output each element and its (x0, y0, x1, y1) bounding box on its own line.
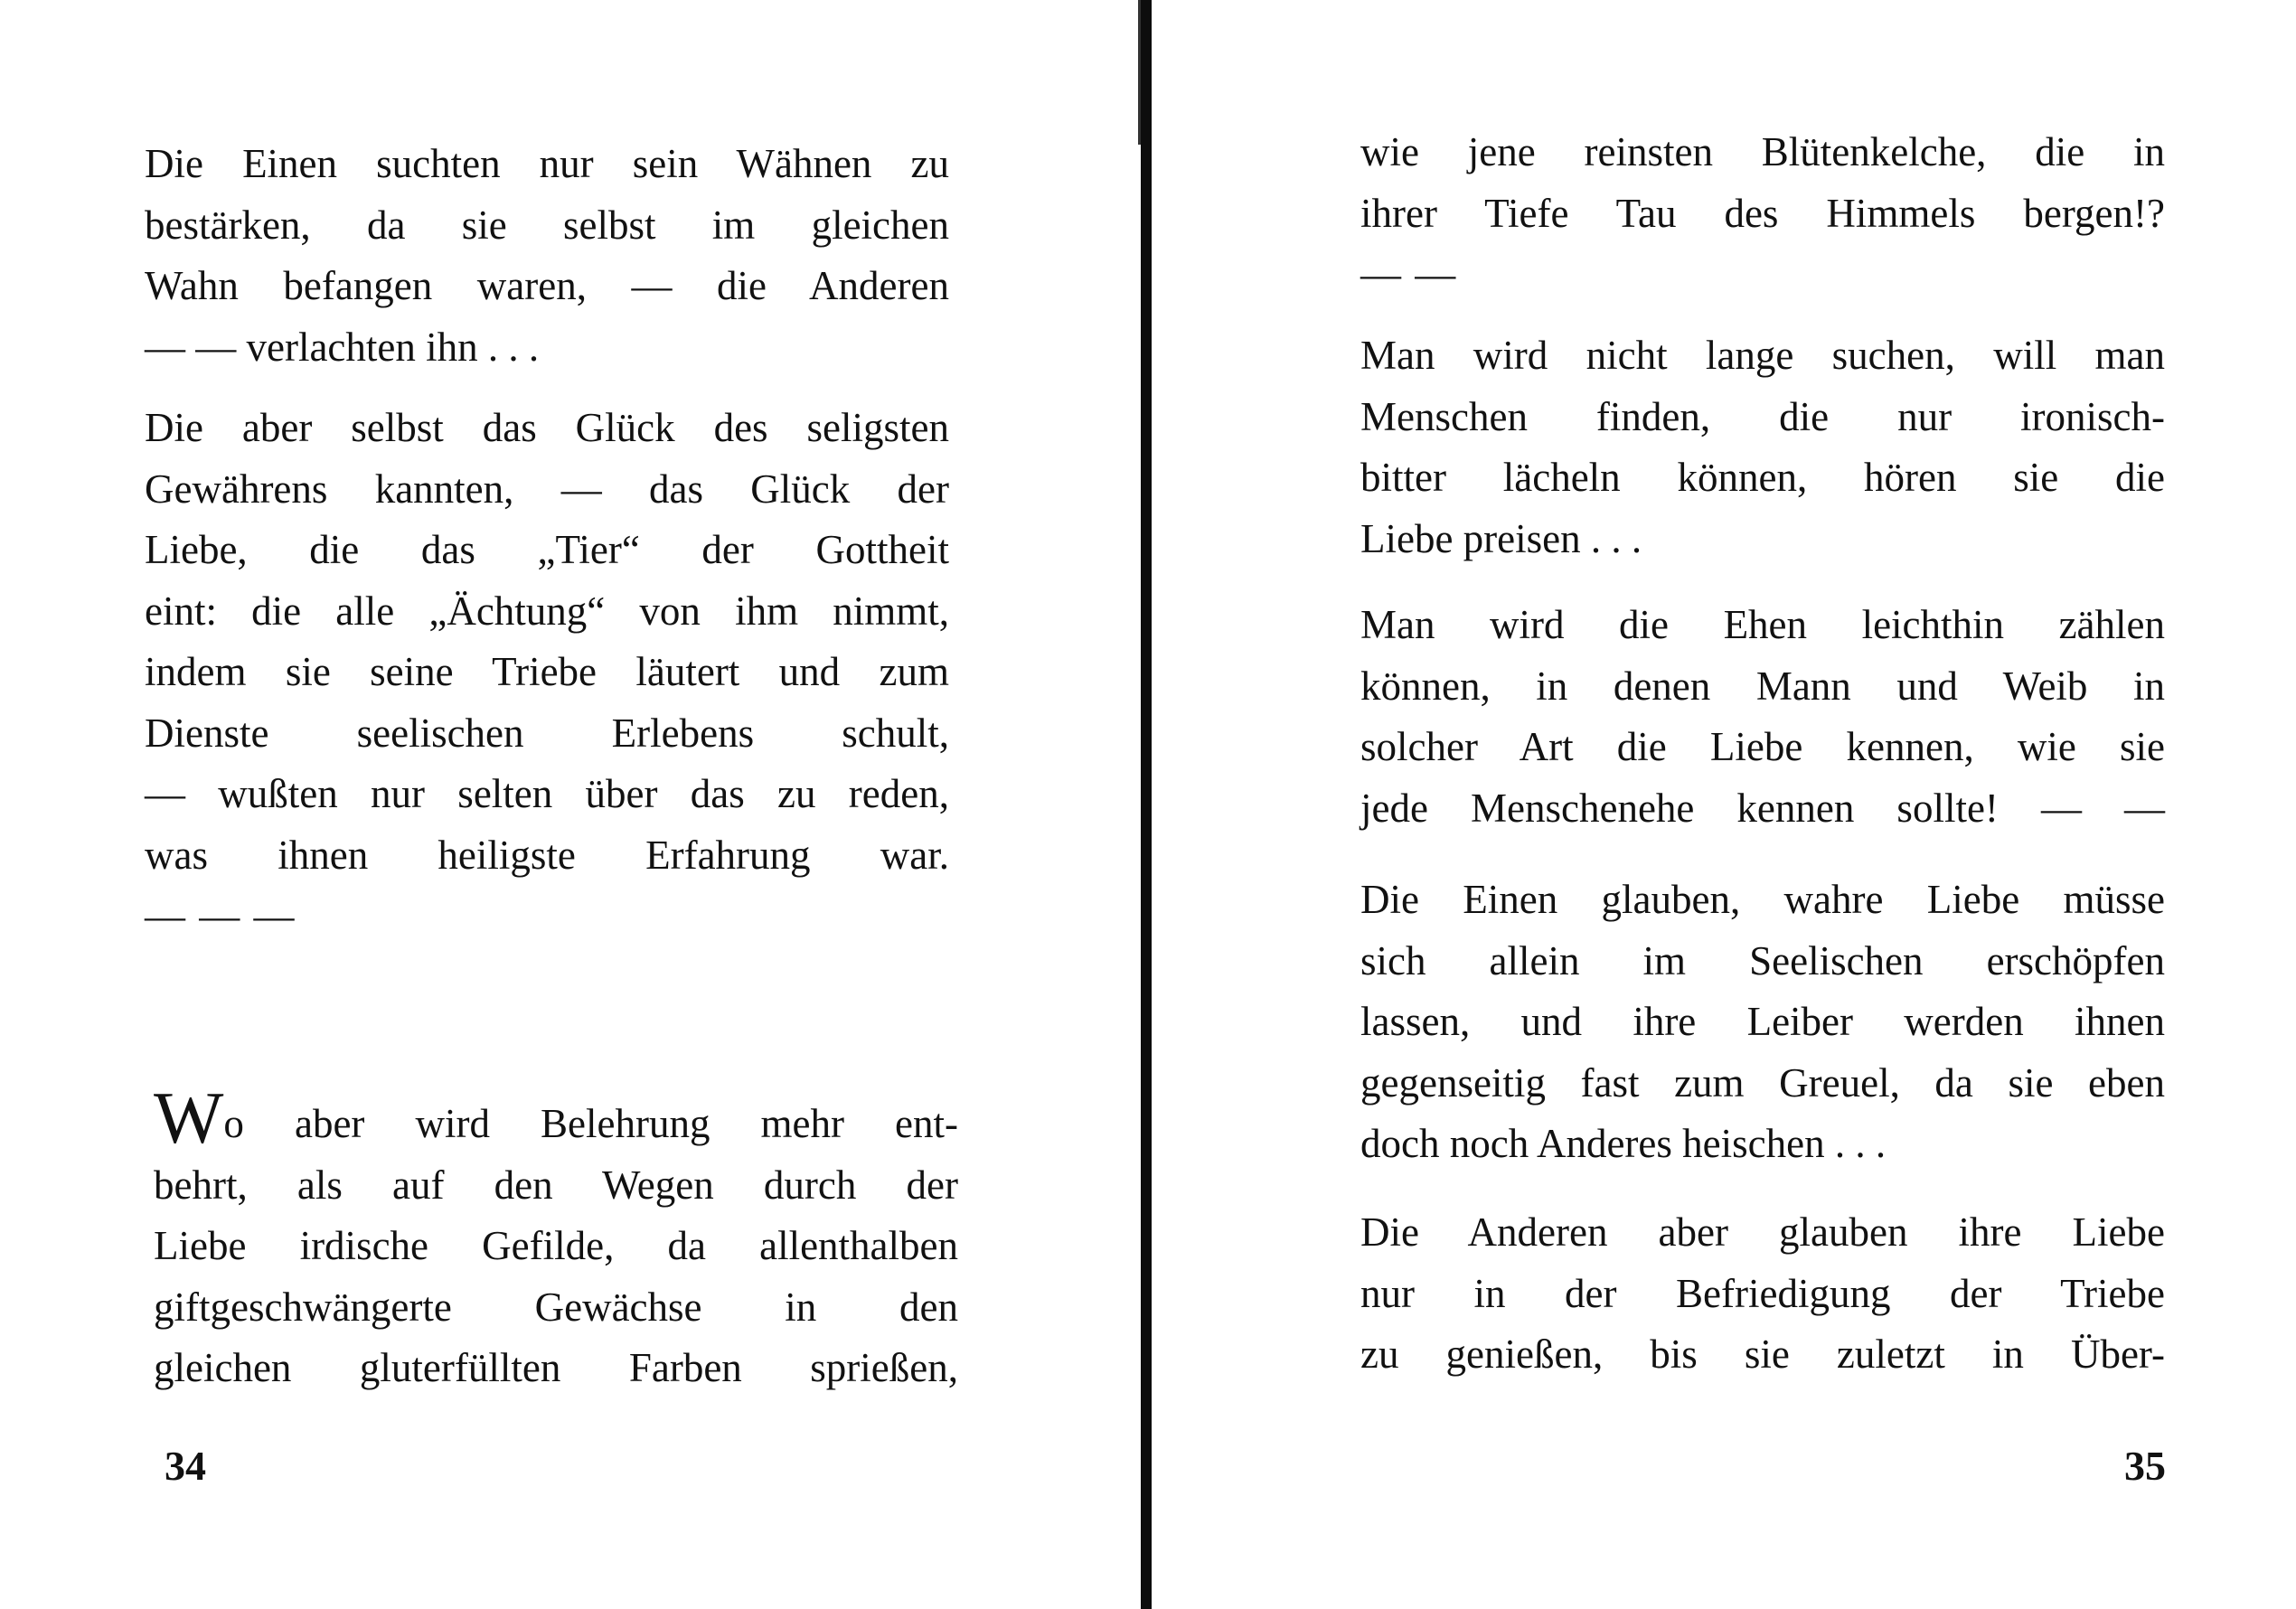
text-line: gleichen gluterfüllten Farben sprießen, (154, 1345, 958, 1390)
text-line: können, in denen Mann und Weib in (1360, 663, 2165, 709)
text-line: zu genießen, bis sie zuletzt in Über- (1360, 1331, 2165, 1377)
text-line-with-dropcap (154, 1077, 958, 1159)
text-line: wie jene reinsten Blütenkelche, die in (1360, 129, 2165, 174)
text-line: Man wird die Ehen leichthin zählen (1360, 602, 2165, 647)
section-dash: — — — (145, 893, 296, 938)
text-line: ihrer Tiefe Tau des Himmels bergen!? (1360, 190, 2165, 236)
text-line: bestärken, da sie selbst im gleichen (145, 202, 949, 248)
book-spine (1141, 0, 1152, 1609)
page-number-right: 35 (2124, 1443, 2166, 1489)
text-line: — — verlachten ihn . . . (145, 324, 540, 370)
paragraph-2 (1360, 325, 2165, 569)
text-line: Die aber selbst das Glück des seligsten (145, 405, 949, 450)
text-line: — wußten nur selten über das zu reden, (145, 771, 949, 816)
text-line: was ihnen heiligste Erfahrung war. (145, 832, 949, 878)
paragraph-2 (145, 398, 949, 947)
text-line: eint: die alle „Ächtung“ von ihm nimmt, (145, 588, 949, 634)
text-line: solcher Art die Liebe kennen, wie sie (1360, 724, 2165, 769)
text-line: Dienste seelischen Erlebens schult, (145, 710, 949, 756)
paragraph-continued (1360, 122, 2165, 306)
left-page (0, 0, 1139, 1609)
text-line: giftgeschwängerte Gewächse in den (154, 1284, 958, 1330)
paragraph-1 (145, 134, 949, 378)
text-line: behrt, als auf den Wegen durch der (154, 1162, 958, 1208)
text-line: nur in der Befriedigung der Triebe (1360, 1270, 2165, 1316)
text-line: Liebe, die das „Tier“ der Gottheit (145, 527, 949, 572)
text-line: sich allein im Seelischen erschöpfen (1360, 937, 2165, 983)
text-line: Liebe irdische Gefilde, da allenthalben (154, 1223, 958, 1268)
text-line: Die Anderen aber glauben ihre Liebe (1360, 1209, 2165, 1255)
paragraph-5 (1360, 1202, 2165, 1386)
text-line-rest: o aber wird Belehrung mehr ent- (223, 1101, 958, 1146)
text-line: doch noch Anderes heischen . . . (1360, 1121, 1887, 1166)
text-line: bitter lächeln können, hören sie die (1360, 455, 2165, 500)
paragraph-3 (1360, 595, 2165, 839)
text-line: Man wird nicht lange suchen, will man (1360, 333, 2165, 378)
section-paragraph (154, 1077, 958, 1399)
drop-cap: W (154, 1077, 224, 1159)
text-line: indem sie seine Triebe läutert und zum (145, 649, 949, 694)
text-line: Wahn befangen waren, — die Anderen (145, 263, 949, 308)
text-line: Menschen finden, die nur ironisch- (1360, 393, 2165, 439)
section-dash: — — (1360, 251, 1458, 296)
text-line: Gewährens kannten, — das Glück der (145, 466, 949, 512)
page-number-left: 34 (165, 1443, 206, 1489)
text-line: gegenseitig fast zum Greuel, da sie eben (1360, 1059, 2165, 1106)
text-line: Liebe preisen . . . (1360, 515, 1642, 561)
text-line: jede Menschenehe kennen sollte! — — (1360, 785, 2165, 831)
paragraph-4 (1360, 870, 2165, 1175)
text-line: lassen, und ihre Leiber werden ihnen (1360, 999, 2165, 1044)
text-line: Die Einen glauben, wahre Liebe müsse (1360, 877, 2165, 922)
text-line: Die Einen suchten nur sein Wähnen zu (145, 141, 949, 186)
